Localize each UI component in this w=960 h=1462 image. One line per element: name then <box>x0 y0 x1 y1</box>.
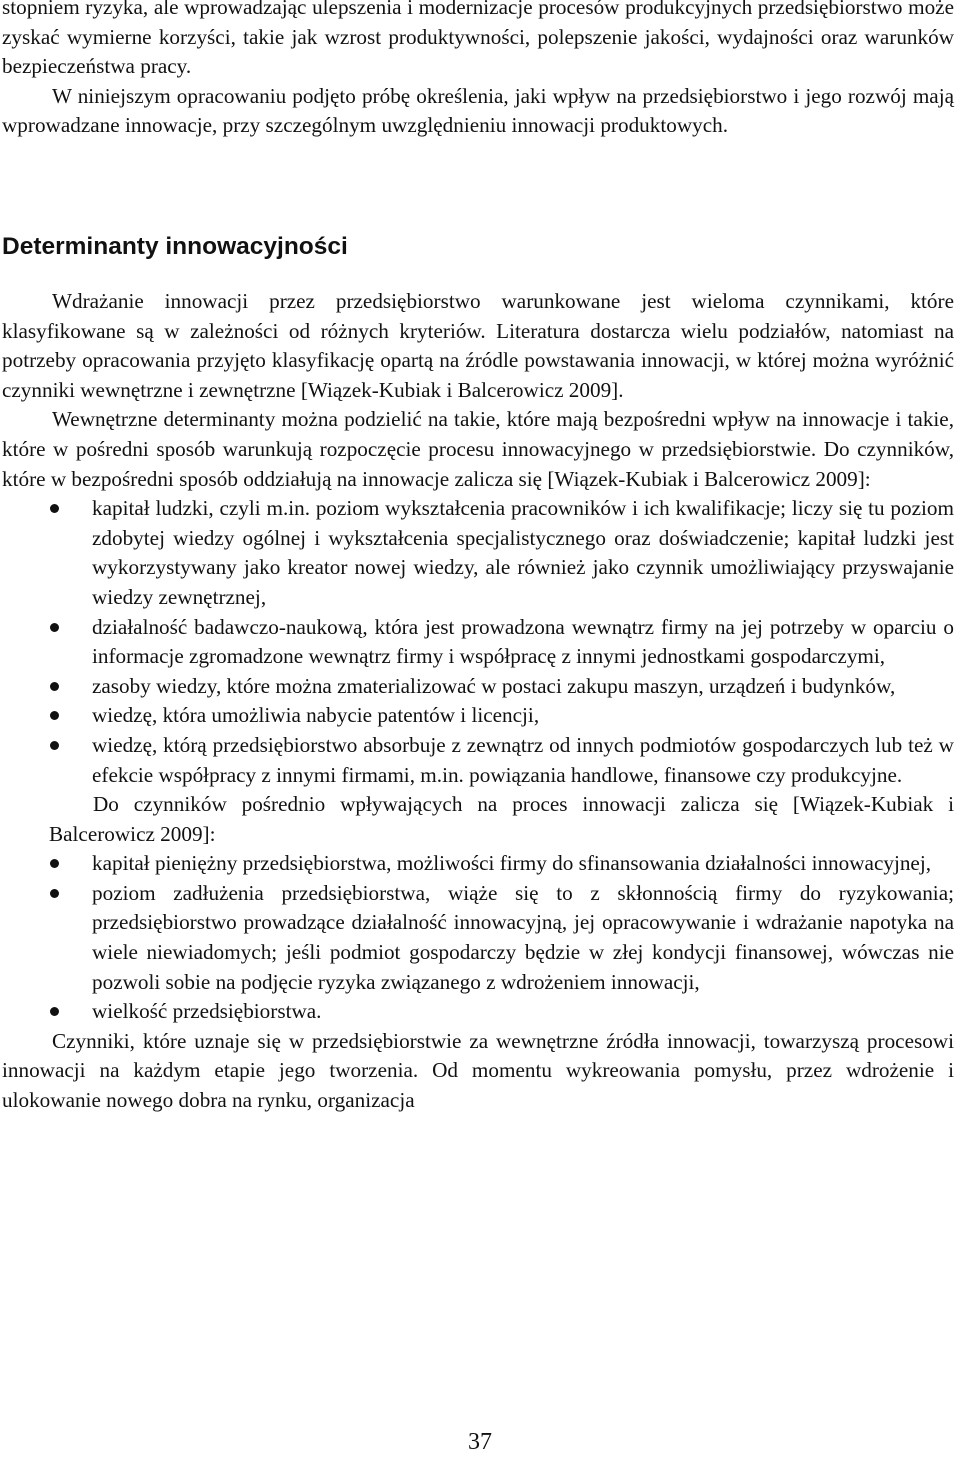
bullet-icon <box>50 711 59 720</box>
list-item <box>92 997 954 1027</box>
bullet-icon <box>50 623 59 632</box>
intro-paragraph-2: W niniejszym opracowaniu podjęto próbę określenia, jaki wpływ na przedsiębiorstwo i jego rozwój mają wprowadzane innowacje, przy szczególnym uwzględnieniu innowacji produktowych. <box>2 83 954 138</box>
bullet-icon <box>50 504 59 513</box>
page-number: 37 <box>468 1429 492 1455</box>
intro-paragraph-1: stopniem ryzyka, ale wprowadzając ulepszenia i modernizacje procesów produkcyjnych przedsiębiorstwo może zyskać wymierne korzyści, takie jak wzrost produktywności, polepszenie jakości, wydajności oraz warunków bezpieczeństwa pracy. <box>2 0 954 79</box>
section-paragraph-4: Czynniki, które uznaje się w przedsiębiorstwie za wewnętrzne źródła innowacji, towarzyszą procesowi innowacji na każdym etapie jego tworzenia. Od momentu wykreowania pomysłu, przez wdrożenie i ulokowanie nowego dobra na rynku, organizacja <box>2 1028 954 1113</box>
list-item <box>92 613 954 672</box>
list-item-text: zasoby wiedzy, które można zmaterializować w postaci zakupu maszyn, urządzeń i budynków, <box>92 673 896 698</box>
list-item <box>92 701 954 731</box>
list-item-text: kapitał pieniężny przedsiębiorstwa, możliwości firmy do sfinansowania działalności innowacyjnej, <box>92 851 932 876</box>
list-item-text: poziom zadłużenia przedsiębiorstwa, wiąże się to z skłonnością firmy do ryzykowania; przedsiębiorstwo prowadzące działalność innowacyjną, jej opracowywanie i wdrażanie napotyka na wiele niewiadomych; jeśli podmiot gospodarczy będzie w złej kondycji finansowej, wówczas nie pozwoli sobie na podjęcie ryzyka związanego z wdrożeniem innowacji, <box>92 880 954 994</box>
section-paragraph-1: Wdrażanie innowacji przez przedsiębiorstwo warunkowane jest wieloma czynnikami, które klasyfikowane są w zależności od różnych kryteriów. Literatura dostarcza wielu podziałów, natomiast na potrzeby opracowania przyjęto klasyfikację opartą na źródle powstawania innowacji, w której można wyróżnić czynniki wewnętrzne i zewnętrzne [Wiązek-Kubiak i Balcerowicz 2009]. <box>2 289 954 402</box>
section-paragraph-2: Wewnętrzne determinanty można podzielić na takie, które mają bezpośredni wpływ na innowacje i takie, które w pośredni sposób warunkują rozpoczęcie procesu innowacyjnego w przedsiębiorstwie. Do czynników, które w bezpośredni sposób oddziałują na innowacje zalicza się [Wiązek-Kubiak i Balcerowicz 2009]: <box>2 407 954 491</box>
direct-factors-list <box>2 494 954 790</box>
bullet-icon <box>50 682 59 691</box>
section-body <box>2 287 954 1116</box>
intro-text <box>2 0 954 141</box>
section-paragraph-3: Do czynników pośrednio wpływających na proces innowacji zalicza się [Wiązek-Kubiak i Balcerowicz 2009]: <box>49 792 954 846</box>
list-item <box>92 672 954 702</box>
list-item-text: wielkość przedsiębiorstwa. <box>92 999 322 1024</box>
bullet-icon <box>50 1007 59 1016</box>
bullet-icon <box>50 859 59 868</box>
list-item <box>92 494 954 612</box>
list-item <box>92 849 954 879</box>
section-heading: Determinanty innowacyjności <box>2 233 348 260</box>
list-item <box>92 879 954 997</box>
list-item <box>92 731 954 790</box>
indirect-factors-list <box>2 849 954 1027</box>
bullet-icon <box>50 741 59 750</box>
list-item-text: wiedzę, która umożliwia nabycie patentów i licencji, <box>92 703 540 728</box>
list-item-text: kapitał ludzki, czyli m.in. poziom wykształcenia pracowników i ich kwalifikacje; liczy się tu poziom zdobytej wiedzy ogólnej i wykształcenia specjalistycznego oraz doświadczenie; kapitał ludzki jest wykorzystywany jako kreator nowej wiedzy, ale również jako czynnik umożliwiający przyswajanie wiedzy zewnętrznej, <box>92 496 954 609</box>
list-item-text: działalność badawczo-naukową, która jest prowadzona wewnątrz firmy na jej potrzeby w oparciu o informacje zgromadzone wewnątrz firmy i współpracę z innymi jednostkami gospodarczymi, <box>92 614 954 669</box>
list-item-text: wiedzę, którą przedsiębiorstwo absorbuje z zewnątrz od innych podmiotów gospodarczych lub też w efekcie współpracy z innymi firmami, m.in. powiązania handlowe, finansowe czy produkcyjne. <box>92 732 954 787</box>
bullet-icon <box>50 889 59 898</box>
